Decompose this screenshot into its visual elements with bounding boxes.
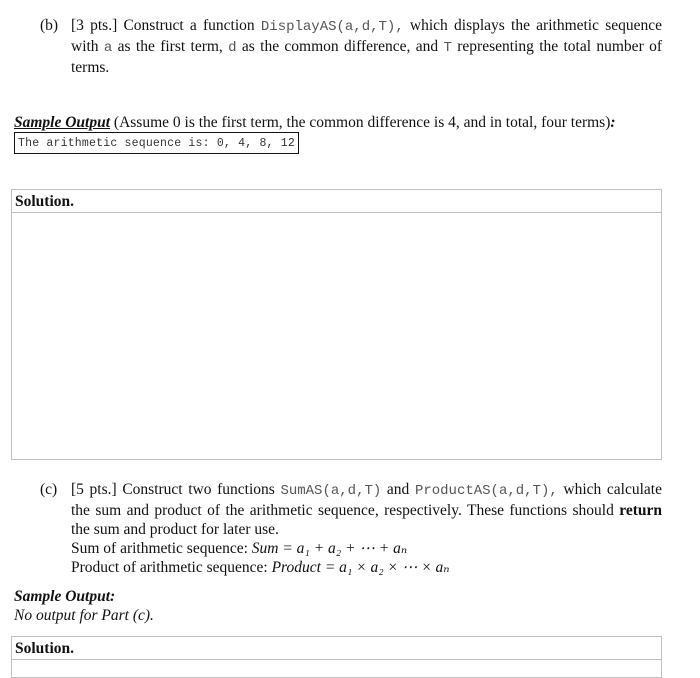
part-b-question <box>40 16 662 77</box>
sample-output-b-box: The arithmetic sequence is: 0, 4, 8, 12 <box>14 132 299 154</box>
part-c-question <box>40 480 662 577</box>
sum-formula: Sum = a₁ + a₂ + ⋯ + aₙ <box>251 540 408 557</box>
solution-box-b[interactable] <box>11 189 662 460</box>
part-c-text: [5 pts.] Construct two functions SumAS(a,d,T) and ProductAS(a,d,T), which calculate the sum and product of the arithmetic sequence, respectively. These functions should return the sum and product for later use. <box>71 481 662 538</box>
part-c-label: (c) <box>40 481 58 498</box>
part-c-sum-function: SumAS(a,d,T) <box>280 483 382 499</box>
solution-c-title: Solution. <box>12 637 661 660</box>
sample-output-c-heading: Sample Output: <box>14 588 116 605</box>
sample-output-c <box>14 587 154 625</box>
solution-box-c[interactable] <box>11 636 662 678</box>
part-b-points: [3 pts.] <box>71 17 118 34</box>
product-formula: Product = a₁ × a₂ × ⋯ × aₙ <box>271 559 450 576</box>
part-b-text: [3 pts.] Construct a function DisplayAS(a,d,T), which displays the arithmetic sequence with a as the first term, d as the common difference, and T representing the total number of terms. <box>71 17 662 76</box>
sample-output-b-caption: Sample Output (Assume 0 is the first term, the common difference is 4, and in total, four terms): <box>14 114 616 131</box>
sample-output-c-text: No output for Part (c). <box>14 607 154 624</box>
sample-output-b-heading: Sample Output <box>14 114 111 131</box>
part-b-function-name: DisplayAS(a,d,T), <box>260 19 404 35</box>
sample-output-b <box>14 113 616 154</box>
part-c-product-function: ProductAS(a,d,T), <box>414 483 558 499</box>
part-b-label: (b) <box>40 17 59 34</box>
part-c-return-keyword: return <box>619 502 662 519</box>
part-c-sum-line: Sum of arithmetic sequence: Sum = a₁ + a₂ + ⋯ + aₙ <box>71 540 408 557</box>
part-c-product-line: Product of arithmetic sequence: Product = a₁ × a₂ × ⋯ × aₙ <box>71 559 450 576</box>
solution-b-title: Solution. <box>12 190 661 213</box>
part-c-points: [5 pts.] <box>71 481 117 498</box>
